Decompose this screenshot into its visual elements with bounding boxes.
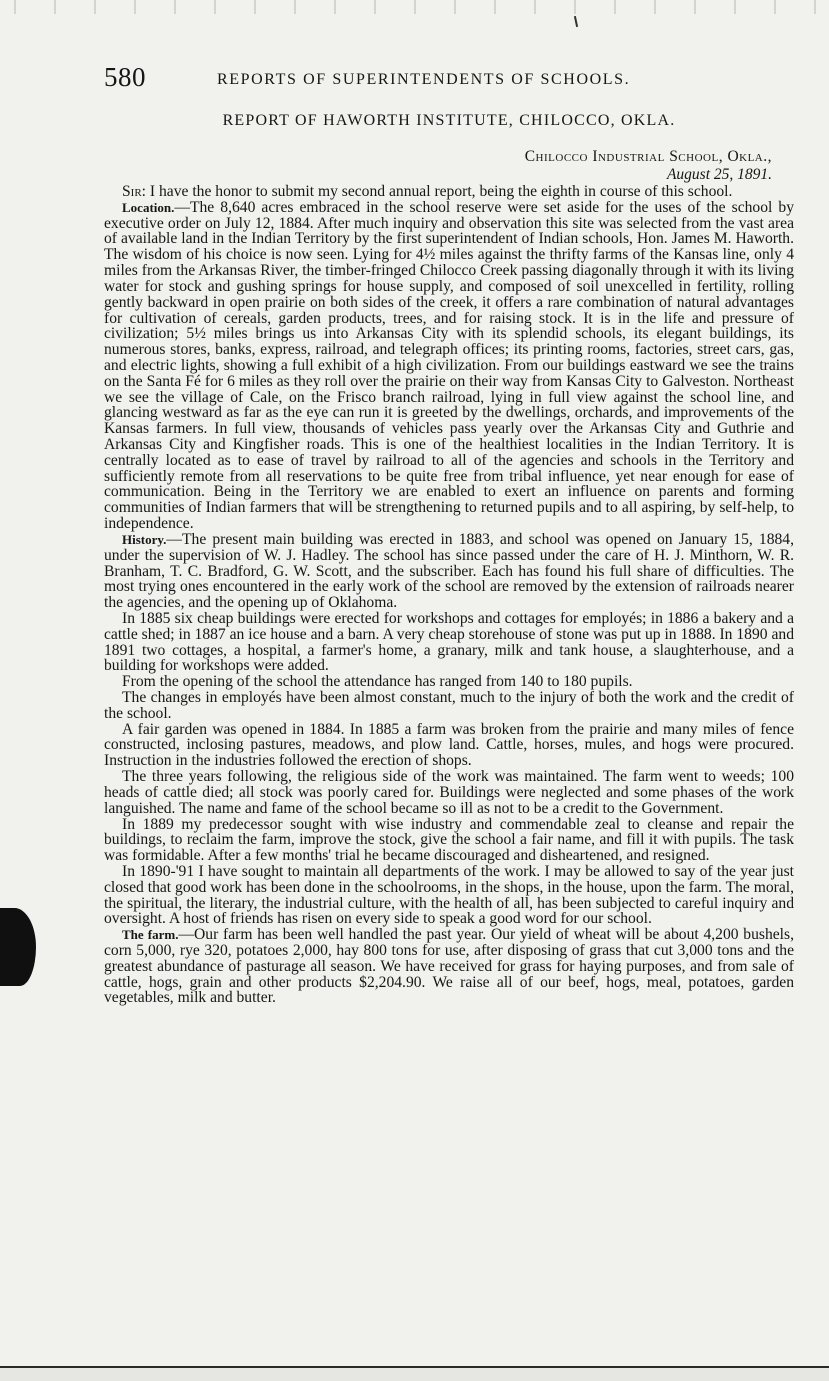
paragraph-text: —The present main building was erected in 1883, and school was opened on January 15, 1884, under the supervision of W. J. Hadley. The school has since passed under the care of H. J. Minthorn, W. R. Branham, T. C. Bradford, G. W. Scott, and the subscriber. Each has found his full share of difficulties. The most trying ones encountered in the early work of the school are removed by the extension of railroads nearer the agencies, and the opening up of Oklahoma. (104, 530, 794, 612)
section-heading-farm: The farm. (122, 927, 179, 943)
dateline-place: Chilocco Industrial School, Okla., (524, 148, 772, 165)
paragraph (104, 817, 794, 864)
paragraph-salutation (104, 184, 794, 200)
page-header (104, 62, 794, 94)
scan-top-edge (0, 0, 829, 14)
paragraph (104, 722, 794, 769)
paragraph-text: From the opening of the school the attendance has ranged from 140 to 180 pupils. (122, 673, 633, 691)
paragraph-text: In 1885 six cheap buildings were erected for workshops and cottages for employés; in 1886 a bakery and a cattle shed; in 1887 an ice house and a barn. A very cheap storehouse of stone was put up in 1888. In 1890 and 1891 two cottages, a hospital, a farmer's home, a granary, milk and tank house, a slaughterhouse, and a building for workshops were added. (104, 609, 794, 675)
report-body (104, 184, 794, 1292)
paragraph-text: —Our farm has been well handled the past year. Our yield of wheat will be about 4,200 bushels, corn 5,000, rye 320, potatoes 2,000, hay 800 tons for use, after disposing of grass that cut 3,000 tons and the greatest abundance of pasturage all season. We have received for grass for haying purposes, and from sale of cattle, hogs, grain and other products $2,204.90. We raise all of our beef, hogs, meal, potatoes, garden vegetables, milk and butter. (104, 926, 794, 1007)
running-head: REPORTS OF SUPERINTENDENTS OF SCHOOLS. (217, 71, 631, 88)
section-heading-history: History. (122, 531, 167, 547)
dateline-date: August 25, 1891. (666, 166, 772, 183)
page-number: 580 (104, 62, 146, 92)
paragraph-farm (104, 927, 794, 1006)
paragraph-text: In 1889 my predecessor sought with wise industry and commendable zeal to cleanse and repair the buildings, to reclaim the farm, improve the stock, give the school a fair name, and fill it with pupils. The task was formidable. After a few months' trial he became discouraged and disheartened, and resigned. (104, 815, 794, 865)
paragraph-location (104, 200, 794, 532)
paragraph-text: The changes in employés have been almost constant, much to the injury of both the work and the credit of the school. (104, 689, 794, 722)
paragraph (104, 864, 794, 927)
paragraph (104, 690, 794, 722)
paragraph-text: In 1890-'91 I have sought to maintain all departments of the work. I may be allowed to say of the year just closed that good work has been done in the schoolrooms, in the shops, in the house, upon the farm. The moral, the spiritual, the literary, the industrial culture, with the health of all, has been subjected to careful inquiry and oversight. A host of friends has risen on every side to speak a good word for our school. (104, 862, 794, 928)
salutation: Sir: (122, 184, 147, 200)
paragraph-history (104, 532, 794, 611)
dateline (414, 148, 772, 184)
paragraph-text: I have the honor to submit my second annual report, being the eighth in course of this school. (146, 184, 733, 200)
paragraph-text: —The 8,640 acres embraced in the school reserve were set aside for the uses of the school by executive order on July 12, 1884. After much inquiry and observation this site was selected from the vast area of available land in the Indian Territory by the first superintendent of Indian schools, Hon. James M. Haworth. The wisdom of his choice is now seen. Lying for 4½ miles against the thrifty farms of the Kansas line, only 4 miles from the Arkansas River, the timber-fringed Chilocco Creek passing diagonally through it with its living water for stock and gushing springs for house supply, and composed of soil unexcelled in fertility, rolling gently backward in open prairie on both sides of the creek, it offers a rare combination of natural advantages for cultivation of cereals, garden products, trees, and for raising stock. It is in the life and pressure of civilization; 5½ miles brings us into Arkansas City with its splendid schools, its elegant buildings, its numerous stores, banks, express, railroad, and telegraph offices; its printing rooms, factories, street cars, gas, and electric lights, showing a full exhibit of a high civilization. From our buildings eastward we see the trains on the Santa Fé for 6 miles as they roll over the prairie on their way from Kansas City to Galveston. Northeast we see the village of Cale, on the Frisco branch railroad, lying in full view against the school line, and glancing westward as far as the eye can run it is greeted by the dwellings, orchards, and improvements of the Kansas farmers. In full view, thousands of vehicles pass yearly over the Arkansas City and Guthrie and Arkansas City and Kingfisher roads. This is one of the healthiest localities in the Indian Territory. It is centrally located as to ease of travel by railroad to all of the agencies and schools in the Territory and sufficiently remote from all reservations to be quite free from tribal influence, yet near enough for ease of communication. Being in the Territory we are enabled to exert an influence on parents and forming communities of Indian farmers that will be strengthening to returned pupils and to all aspiring, by self-help, to independence. (104, 198, 794, 533)
paragraph-text: A fair garden was opened in 1884. In 1885 a farm was broken from the prairie and many miles of fence constructed, inclosing pastures, meadows, and plow land. Cattle, horses, mules, and hogs were procured. Instruction in the industries followed the erection of shops. (104, 720, 794, 770)
ink-blot (0, 908, 36, 986)
paragraph (104, 611, 794, 674)
report-title: REPORT OF HAWORTH INSTITUTE, CHILOCCO, OKLA. (222, 112, 676, 129)
paragraph (104, 769, 794, 816)
scan-speck (574, 16, 578, 27)
paragraph-text: The three years following, the religious side of the work was maintained. The farm went to weeds; 100 heads of cattle died; all stock was poorly cared for. Buildings were neglected and some phases of the work languished. The name and fame of the school became so ill as not to be a credit to the Government. (104, 768, 794, 817)
paragraph (104, 674, 794, 690)
section-heading-location: Location. (122, 199, 175, 215)
